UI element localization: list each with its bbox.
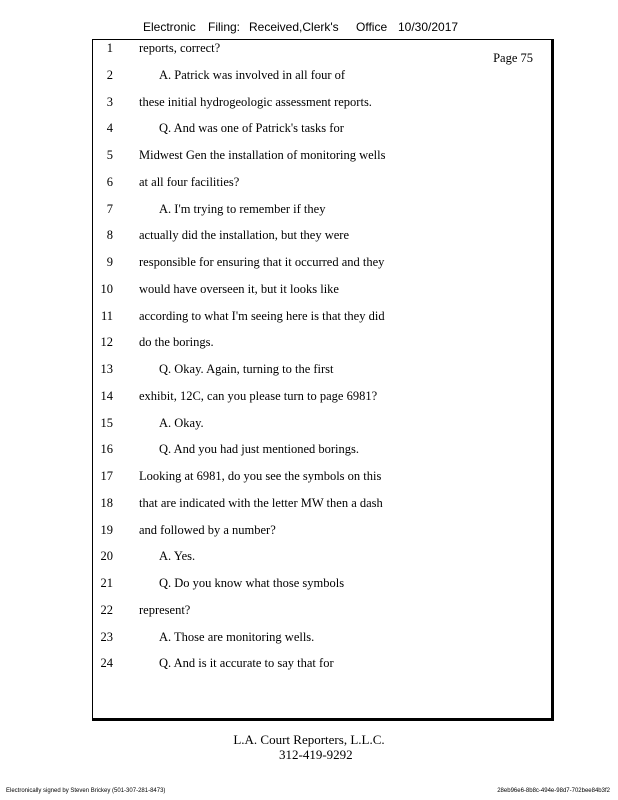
transcript-line bbox=[93, 469, 551, 489]
line-number: 2 bbox=[106, 67, 113, 82]
line-text: responsible for ensuring that it occurred and they bbox=[139, 255, 385, 269]
page-number: Page 75 bbox=[493, 51, 533, 65]
line-number: 19 bbox=[100, 522, 113, 537]
transcript-line bbox=[93, 549, 551, 569]
line-text: A. I'm trying to remember if they bbox=[159, 201, 326, 216]
transcript-line bbox=[93, 416, 551, 436]
transcript-line bbox=[93, 496, 551, 516]
line-number: 9 bbox=[106, 255, 113, 269]
line-number: 1 bbox=[106, 41, 113, 55]
transcript-line bbox=[93, 362, 551, 382]
line-text: Q. Okay. Again, turning to the first bbox=[159, 362, 334, 376]
header-received: Received,Clerk's bbox=[249, 20, 339, 34]
line-text: these initial hydrogeologic assessment reports. bbox=[139, 94, 372, 109]
line-number: 15 bbox=[100, 415, 113, 430]
line-number: 17 bbox=[100, 469, 113, 483]
line-text: Q. Do you know what those symbols bbox=[159, 576, 345, 590]
transcript-line bbox=[93, 282, 551, 302]
transcript-line bbox=[93, 41, 551, 61]
line-text: and followed by a number? bbox=[139, 522, 276, 537]
transcript-line bbox=[93, 389, 551, 409]
line-number: 21 bbox=[100, 576, 113, 590]
line-text: Looking at 6981, do you see the symbols on this bbox=[139, 469, 382, 483]
transcript-line bbox=[93, 442, 551, 462]
transcript-line bbox=[93, 68, 551, 88]
line-number: 8 bbox=[106, 228, 113, 243]
line-number: 12 bbox=[100, 335, 113, 350]
line-number: 14 bbox=[100, 388, 113, 403]
transcript-line bbox=[93, 309, 551, 329]
line-text: would have overseen it, but it looks like bbox=[139, 281, 339, 296]
header-electronic: Electronic bbox=[143, 20, 196, 34]
electronic-signature: Electronically signed by Steven Brickey (501-307-281-8473) bbox=[6, 788, 166, 794]
line-number: 22 bbox=[100, 602, 113, 617]
transcript-line bbox=[93, 202, 551, 222]
line-number: 11 bbox=[100, 308, 113, 323]
line-text: do the borings. bbox=[139, 335, 214, 350]
line-number: 18 bbox=[100, 495, 113, 510]
filing-stamp-header bbox=[0, 20, 618, 38]
line-number: 10 bbox=[100, 281, 113, 296]
line-number: 23 bbox=[100, 629, 113, 644]
line-number: 4 bbox=[106, 121, 113, 136]
line-text: A. Yes. bbox=[159, 549, 196, 564]
line-number: 3 bbox=[106, 94, 113, 109]
line-text: Midwest Gen the installation of monitoring wells bbox=[139, 148, 386, 162]
header-date: 10/30/2017 bbox=[398, 20, 459, 34]
transcript-line bbox=[93, 656, 551, 676]
transcript-line bbox=[93, 255, 551, 275]
line-number: 16 bbox=[100, 442, 113, 457]
line-number: 7 bbox=[106, 201, 113, 216]
line-text: at all four facilities? bbox=[139, 174, 240, 189]
transcript-page bbox=[92, 39, 554, 721]
line-text: Q. And is it accurate to say that for bbox=[159, 656, 334, 671]
line-text: represent? bbox=[139, 602, 191, 617]
transcript-line bbox=[93, 121, 551, 141]
line-number: 6 bbox=[106, 174, 113, 189]
line-number: 5 bbox=[106, 148, 113, 162]
line-number: 13 bbox=[100, 362, 113, 376]
header-office: Office bbox=[356, 20, 388, 34]
line-text: Q. And was one of Patrick's tasks for bbox=[159, 121, 344, 136]
transcript-line bbox=[93, 148, 551, 168]
reporter-company: L.A. Court Reporters, L.L.C. bbox=[233, 732, 385, 747]
transcript-line bbox=[93, 175, 551, 195]
transcript-line bbox=[93, 95, 551, 115]
line-text: A. Okay. bbox=[159, 415, 204, 430]
header-filing: Filing: bbox=[208, 20, 241, 34]
line-text: actually did the installation, but they were bbox=[139, 228, 350, 243]
line-text: reports, correct? bbox=[139, 41, 221, 55]
line-text: A. Patrick was involved in all four of bbox=[159, 67, 346, 82]
transcript-line bbox=[93, 603, 551, 623]
line-text: according to what I'm seeing here is that they did bbox=[139, 308, 385, 323]
transcript-line bbox=[93, 630, 551, 650]
line-text: that are indicated with the letter MW then a dash bbox=[139, 495, 383, 510]
line-text: A. Those are monitoring wells. bbox=[159, 629, 315, 644]
line-number: 20 bbox=[100, 549, 113, 564]
document-hash: 28eb96e6-8b8c-494e-98d7-702bee84b3f2 bbox=[497, 788, 610, 794]
transcript-line bbox=[93, 335, 551, 355]
transcript-line bbox=[93, 576, 551, 596]
line-text: Q. And you had just mentioned borings. bbox=[159, 442, 359, 457]
line-number: 24 bbox=[100, 656, 113, 671]
line-text: exhibit, 12C, can you please turn to page 6981? bbox=[139, 388, 378, 403]
transcript-line bbox=[93, 523, 551, 543]
reporter-phone: 312-419-9292 bbox=[279, 747, 353, 762]
transcript-line bbox=[93, 228, 551, 248]
